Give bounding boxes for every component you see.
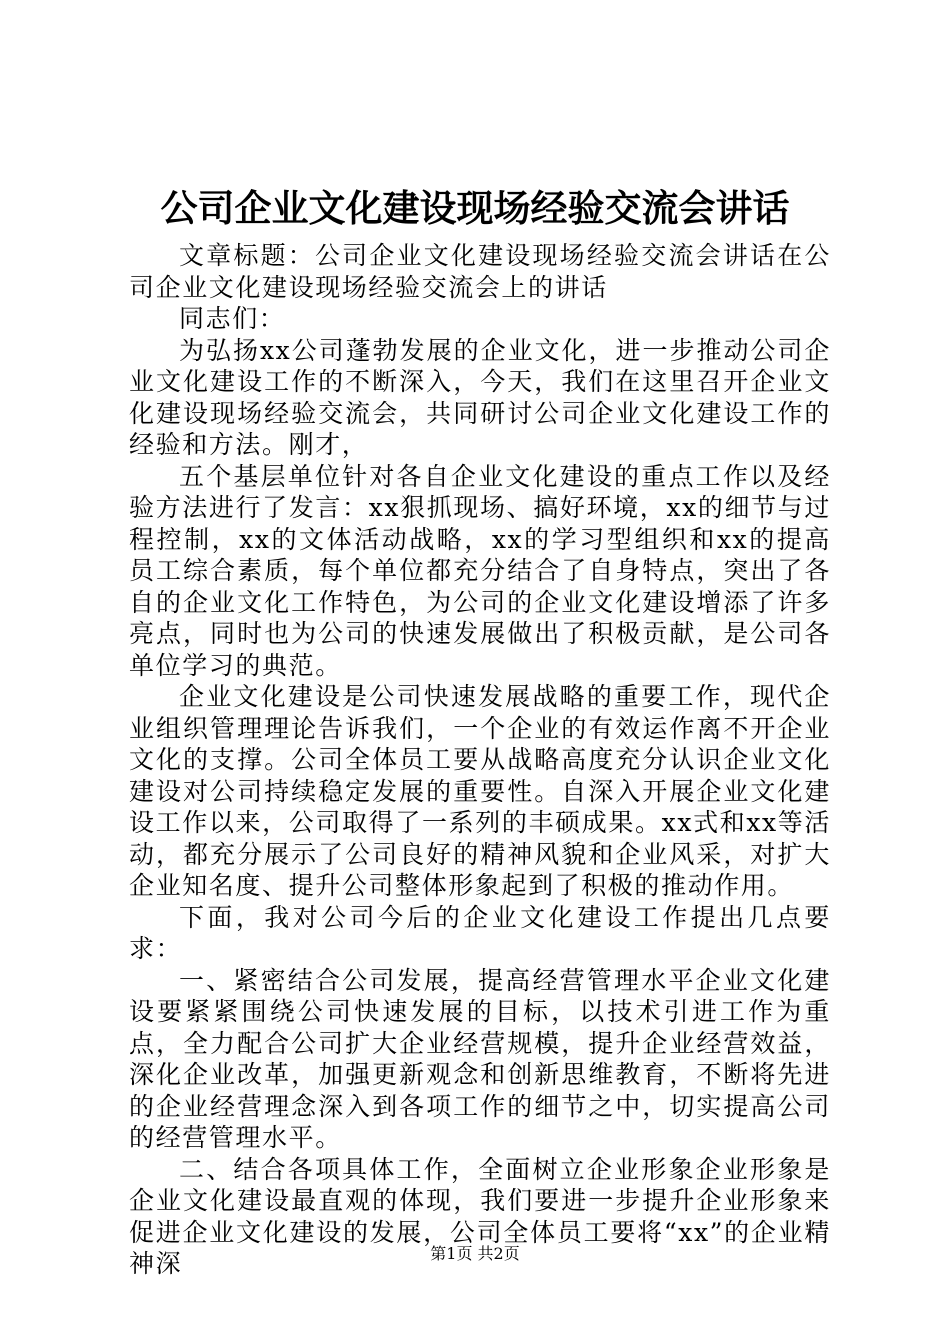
paragraph-opening: 为弘扬xx公司蓬勃发展的企业文化，进一步推动公司企业文化建设工作的不断深入，今天，我们在这里召开企业文化建设现场经验交流会，共同研讨公司企业文化建设工作的经验和方法。刚才， <box>129 335 831 459</box>
paragraph-unit-speeches: 五个基层单位针对各自企业文化建设的重点工作以及经验方法进行了发言：xx狠抓现场、搞好环境，xx的细节与过程控制，xx的文体活动战略，xx的学习型组织和xx的提高员工综合素质，每个单位都充分结合了自身特点，突出了各自的企业文化工作特色，为公司的企业文化建设增添了许多亮点，同时也为公司的快速发展做出了积极贡献，是公司各单位学习的典范。 <box>129 461 831 680</box>
paragraph-importance: 企业文化建设是公司快速发展战略的重要工作，现代企业组织管理理论告诉我们，一个企业的有效运作离不开企业文化的支撑。公司全体员工要从战略高度充分认识企业文化建设对公司持续稳定发展的重要性。自深入开展企业文化建设工作以来，公司取得了一系列的丰硕成果。xx式和xx等活动，都充分展示了公司良好的精神风貌和企业风采，对扩大企业知名度、提升公司整体形象起到了积极的推动作用。 <box>129 682 831 900</box>
paragraph-article-title: 文章标题：公司企业文化建设现场经验交流会讲话在公司企业文化建设现场经验交流会上的讲话 <box>129 241 831 302</box>
paragraph-requirements-intro: 下面，我对公司今后的企业文化建设工作提出几点要求： <box>129 902 831 963</box>
page-title: 公司企业文化建设现场经验交流会讲话 <box>160 186 790 230</box>
page-footer: 第1页 共2页 <box>430 1244 520 1263</box>
paragraph-requirement-one: 一、紧密结合公司发展，提高经营管理水平企业文化建设要紧紧围绕公司快速发展的目标，以技术引进工作为重点，全力配合公司扩大企业经营规模，提升企业经营效益，深化企业改革，加强更新观念和创新思维教育，不断将先进的企业经营理念深入到各项工作的细节之中，切实提高公司的经营管理水平。 <box>129 965 831 1152</box>
paragraph-salutation: 同志们： <box>179 304 286 333</box>
paragraph-requirement-two: 二、结合各项具体工作，全面树立企业形象企业形象是企业文化建设最直观的体现，我们要进一步提升企业形象来促进企业文化建设的发展，公司全体员工要将“xx”的企业精神深 <box>129 1154 831 1278</box>
document-body <box>129 240 831 1280</box>
